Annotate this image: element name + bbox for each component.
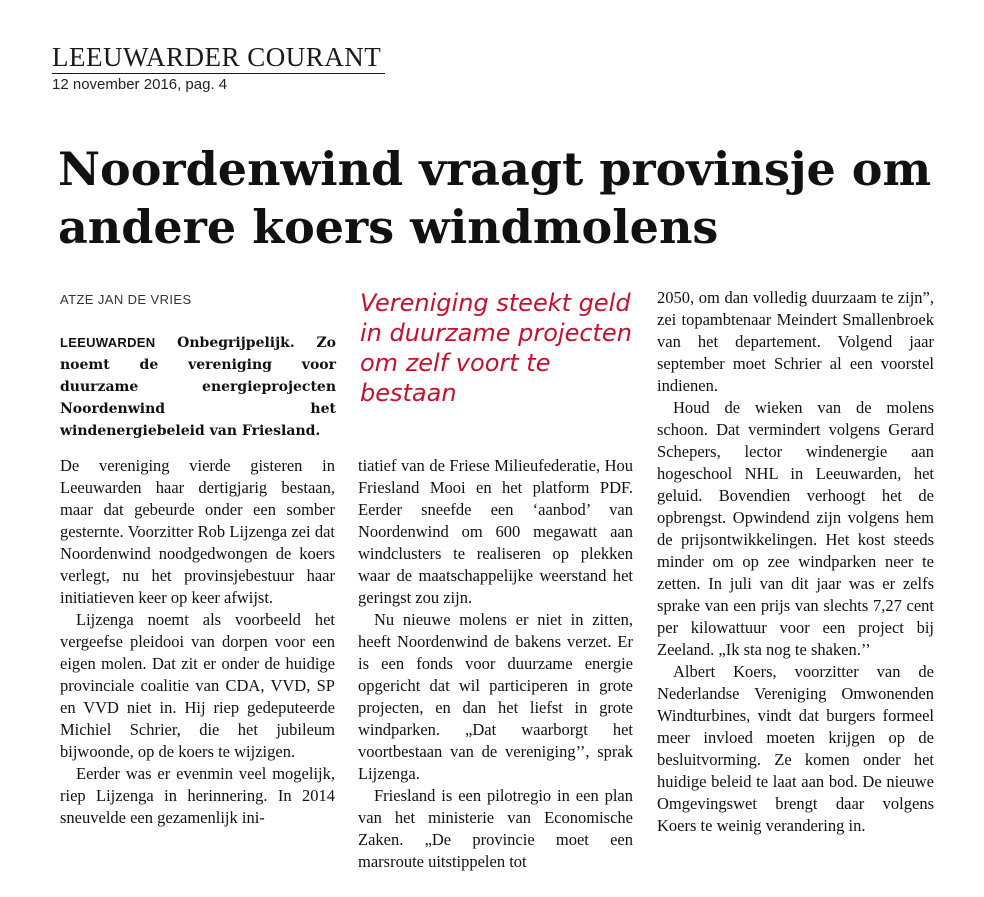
masthead: LEEUWARDER COURANT (52, 42, 382, 72)
paragraph: Lijzenga noemt als voorbeeld het vergeefse pleidooi van dorpen voor een eigen molen. Dat zit er onder de huidige provinciale coalitie van CDA, VVD, SP en VVD niet in. Hij riep gedeputeerde Michiel Schrier, die het jubileum bijwoonde, op de koers te wijzigen. (60, 610, 335, 761)
paragraph: tiatief van de Friese Milieufederatie, Hou Friesland Mooi en het platform PDF. Eerder sneefde een ‘aanbod’ van Noordenwind om 600 megawatt aan windclusters te realiseren op plekken waar de maatschappelijke weerstand het geringst zou zijn. (358, 456, 633, 607)
paragraph: De vereniging vierde gisteren in Leeuwarden haar dertigjarig bestaan, maar dat gebeurde onder een somber gesternte. Voorzitter Rob Lijzenga zei dat Noordenwind noodgedwongen de koers verlegt, nu het provinsjebestuur haar initiatieven keer op keer afwijst. (60, 456, 335, 607)
paragraph: 2050, om dan volledig duurzaam te zijn”, zei topambtenaar Meindert Smallenbroek van het departement. Volgend jaar september moet Schrier al een voorstel indienen. (657, 288, 934, 395)
lead-place: LEEUWARDEN (60, 335, 156, 350)
paragraph: Albert Koers, voorzitter van de Nederlandse Vereniging Omwonenden Windturbines, vindt dat burgers formeel meer invloed moeten krijgen op de besluitvorming. Ze komen onder het huidige beleid te laat aan bod. De nieuwe Omgevingswet brengt daar volgens Koers te weinig verandering in. (657, 662, 934, 835)
paragraph: Houd de wieken van de molens schoon. Dat vermindert volgens Gerard Schepers, lector windenergie aan hogeschool NHL in Leeuwarden, het geluid. Bovendien verhoogt het de opbrengst. Opwindend zijn volgens hem de prijsontwikkelingen. Het kost steeds minder om op zee windparken neer te zetten. In juli van dit jaar was er zelfs sprake van een prijs van slechts 7,27 cent per kilowattuur voor een project bij Zeeland. „Ik sta nog te shaken.’’ (657, 398, 934, 659)
lead-paragraph (60, 332, 336, 442)
pull-quote: Vereniging steekt geld in duurzame projecten om zelf voort te bestaan (360, 289, 632, 407)
lead-text: Onbegrijpelijk. Zo noemt de vereniging voor duurzame energieprojecten Noordenwind het windenergiebeleid van Friesland. (60, 335, 336, 439)
article-column-2 (358, 455, 633, 873)
byline: ATZE JAN DE VRIES (60, 292, 192, 307)
paragraph: Nu nieuwe molens er niet in zitten, heeft Noordenwind de bakens verzet. Er is een fonds voor duurzame energie opgericht dat wil participeren in grote projecten, en dan het liefst in grote windparken. „Dat waarborgt het voortbestaan van de vereniging’’, sprak Lijzenga. (358, 610, 633, 783)
paragraph: Eerder was er evenmin veel mogelijk, riep Lijzenga in herinnering. In 2014 sneuvelde een gezamenlijk ini- (60, 764, 335, 827)
headline: Noordenwind vraagt provinsje om andere koers windmolens (58, 142, 932, 254)
article-column-3 (657, 287, 934, 837)
article-column-1 (60, 455, 335, 829)
paragraph: Friesland is een pilotregio in een plan van het ministerie van Economische Zaken. „De provincie moet een marsroute uitstippelen tot (358, 786, 633, 871)
dateline: 12 november 2016, pag. 4 (52, 76, 228, 93)
